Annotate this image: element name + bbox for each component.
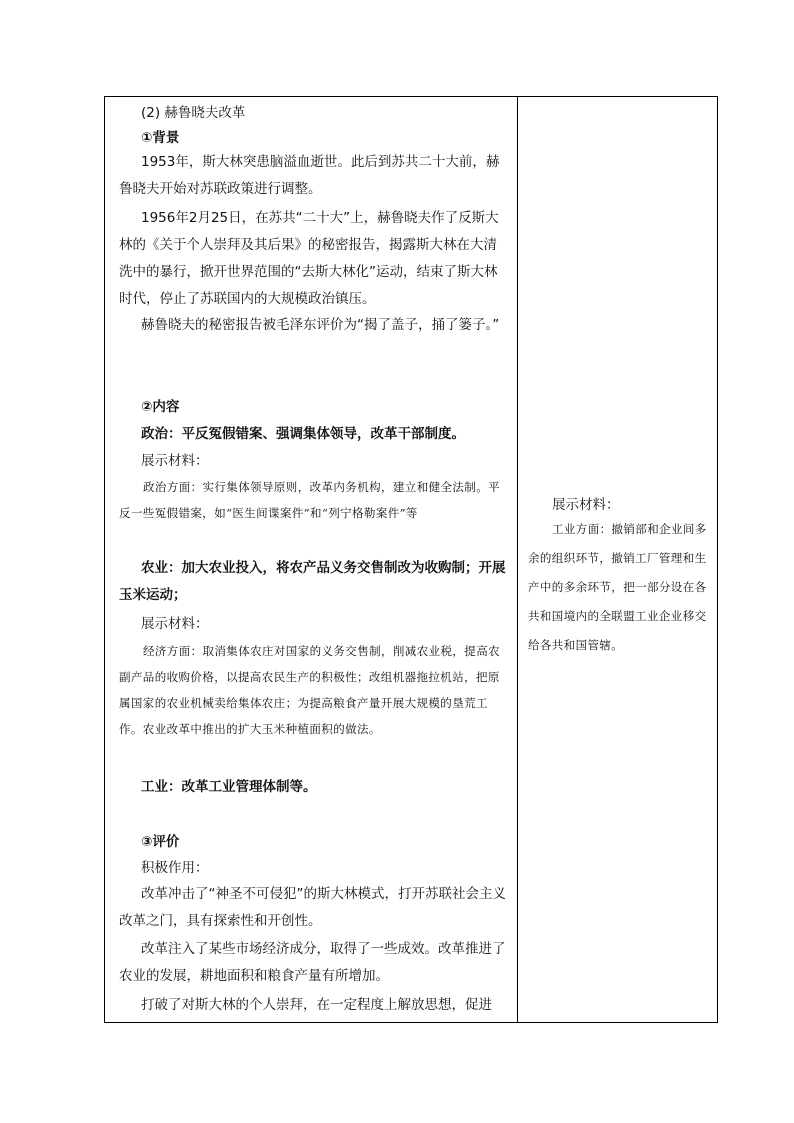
background-paragraph-1: 1953年，斯大林突患脑溢血逝世。此后到苏共二十大前，赫鲁晓夫开始对苏联政策进行调整。 [119,154,500,197]
side-show-material-label: 展示材料： [552,497,620,513]
section-heading: (2) 赫鲁晓夫改革 [141,105,246,121]
show-material-label: 展示材料： [141,616,209,632]
agriculture-summary: 农业：加大农业投入，将农产品义务交售制改为收购制；开展玉米运动； [119,560,506,603]
background-paragraph-3: 赫鲁晓夫的秘密报告被毛泽东评价为“揭了盖子，捅了篓子。” [141,317,500,333]
show-material-label: 展示材料： [141,453,209,469]
evaluation-paragraph-3: 打破了对斯大林的个人崇拜，在一定程度上解放思想，促进 [141,997,492,1013]
politics-summary: 政治：平反冤假错案、强调集体领导，改革干部制度。 [141,426,465,442]
main-content-cell [105,97,517,1022]
economy-material: 经济方面：取消集体农庄对国家的义务交售制，削减农业税，提高农副产品的收购价格，以提高农民生产的积极性；改组机器拖拉机站，把原属国家的农业机械卖给集体农庄；为提高粮食产量开展大规模的垦荒工作。农业改革中推出的扩大玉米种植面积的做法。 [119,644,500,736]
background-title: ①背景 [141,130,180,146]
side-note-cell [518,97,717,1022]
background-paragraph-2: 1956年2月25日，在苏共“二十大”上，赫鲁晓夫作了反斯大林的《关于个人崇拜及其后果》的秘密报告，揭露斯大林在大清洗中的暴行，掀开世界范围的“去斯大林化”运动，结束了斯大林时代，停止了苏联国内的大规模政治镇压。 [119,210,499,307]
positive-effects-title: 积极作用： [141,860,209,876]
lesson-table [104,96,718,1023]
evaluation-paragraph-1: 改革冲击了“神圣不可侵犯”的斯大林模式，打开苏联社会主义改革之门，具有探索性和开创性。 [119,886,506,929]
evaluation-paragraph-2: 改革注入了某些市场经济成分，取得了一些成效。改革推进了农业的发展，耕地面积和粮食产量有所增加。 [119,941,506,984]
evaluation-title: ③评价 [141,834,180,850]
politics-material: 政治方面：实行集体领导原则，改革内务机构，建立和健全法制。平反一些冤假错案，如“医生间谍案件”和“列宁格勒案件”等 [119,480,500,520]
content-title: ②内容 [141,399,180,415]
industry-material: 工业方面：撤销部和企业间多余的组织环节，撤销工厂管理和生产中的多余环节，把一部分设在各共和国境内的全联盟工业企业移交给各共和国管辖。 [528,522,707,652]
industry-summary: 工业：改革工业管理体制等。 [141,779,317,795]
